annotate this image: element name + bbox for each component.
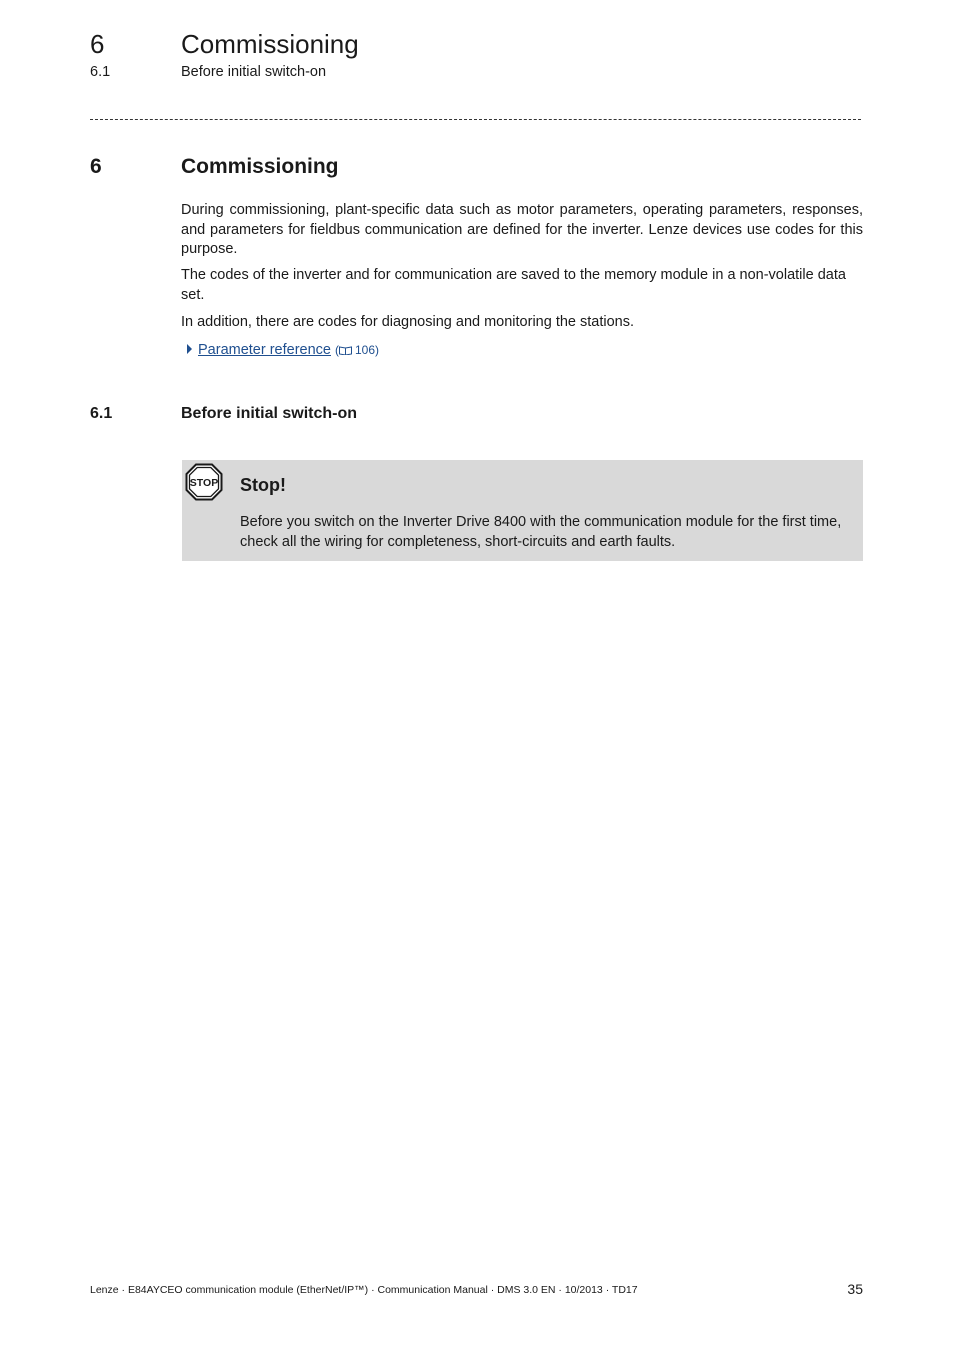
header-chapter-title: Commissioning <box>181 29 359 59</box>
footer-document-info: Lenze · E84AYCEO communication module (EtherNet/IP™) · Communication Manual · DMS 3.0 EN · 10/2013 · TD17 <box>90 1284 638 1296</box>
stop-sign-text: STOP <box>189 477 219 489</box>
section-number: 6.1 <box>90 405 113 422</box>
header-section-title: Before initial switch-on <box>181 64 327 80</box>
page-number-reference: 106 <box>354 343 376 357</box>
book-icon <box>339 346 352 355</box>
chapter-title: Commissioning <box>181 155 339 178</box>
section-title: Before initial switch-on <box>181 405 358 422</box>
paragraph-codes-saved: The codes of the inverter and for communication are saved to the memory module in a non-volatile data set. <box>181 267 846 303</box>
page-close-paren: ) <box>375 343 380 357</box>
chapter-number: 6 <box>90 155 102 178</box>
parameter-reference-link[interactable]: Parameter reference <box>198 342 331 358</box>
parameter-reference-line <box>181 340 379 360</box>
page-reference[interactable] <box>335 343 379 357</box>
page-number: 35 <box>847 1281 863 1297</box>
header-chapter-number: 6 <box>90 29 105 59</box>
paragraph-commissioning-intro: During commissioning, plant-specific data such as motor parameters, operating parameters, responses, and parameters for fieldbus communication are defined for the inverter. Lenze devices use codes for this purpose. <box>181 202 863 257</box>
stop-note-text: Before you switch on the Inverter Drive 8400 with the communication module for the first time, check all the wiring for completeness, short-circuits and earth faults. <box>240 514 842 550</box>
page-open-paren: ( <box>334 343 339 357</box>
header-section-number: 6.1 <box>90 64 111 80</box>
paragraph-diagnosing-codes: In addition, there are codes for diagnosing and monitoring the stations. <box>181 314 635 330</box>
stop-sign-icon <box>185 463 223 501</box>
stop-note-heading: Stop! <box>240 475 286 495</box>
header-divider <box>90 119 861 120</box>
arrow-right-icon <box>187 344 192 354</box>
